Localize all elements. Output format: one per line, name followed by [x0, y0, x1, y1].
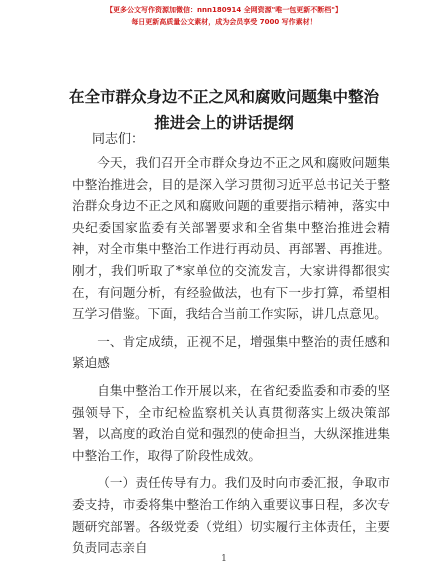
paragraph-achievements: 自集中整治工作开展以来，在省纪委监委和市委的坚强领导下，全市纪检监察机关认真贯彻落实上级决策部署，以高度的政治自觉和强烈的使命担当，大纵深推进集中整治工作，取得了阶段性成效。: [72, 382, 390, 463]
title-line-2: 推进会上的讲话提纲: [154, 114, 294, 132]
title-line-1: 在全市群众身边不正之风和腐败问题集中整治: [68, 88, 379, 106]
promo-banner: [0, 4, 448, 28]
document-body: [72, 152, 390, 559]
promo-banner-line-2: 每日更新高质量公文素材，成为会员享受 7000 写作素材！: [131, 18, 317, 26]
paragraph-responsibility: （一）责任传导有力。我们及时向市委汇报，争取市委支持，市委将集中整治工作纳入重要议事日程，多次专题研究部署。各级党委（党组）切实履行主体责任，主要负责同志亲自: [72, 475, 390, 556]
document-title: [40, 84, 408, 136]
promo-banner-line-1: 【更多公文写作资源加微信：nnn180914 全网资源"唯一包更新不断档"】: [106, 6, 342, 14]
paragraph-intro: 今天，我们召开全市群众身边不正之风和腐败问题集中整治推进会，目的是深入学习贯彻习近平总书记关于整治群众身边不正之风和腐败问题的重要指示精神，落实中央纪委国家监委有关部署要求和全省集中整治推进会精神，对全市集中整治工作进行再动员、再部署、再推进。刚才，我们听取了*家单位的交流发言，大家讲得都很实在，有问题分析，有经验做法，也有下一步打算，希望相互学习借鉴。下面，我结合当前工作实际，讲几点意见。: [72, 155, 390, 322]
page-number: 1: [221, 554, 227, 564]
section-heading-1: 一、肯定成绩，正视不足，增强集中整治的责任感和紧迫感: [72, 333, 390, 371]
salutation: 同志们：: [92, 132, 145, 147]
